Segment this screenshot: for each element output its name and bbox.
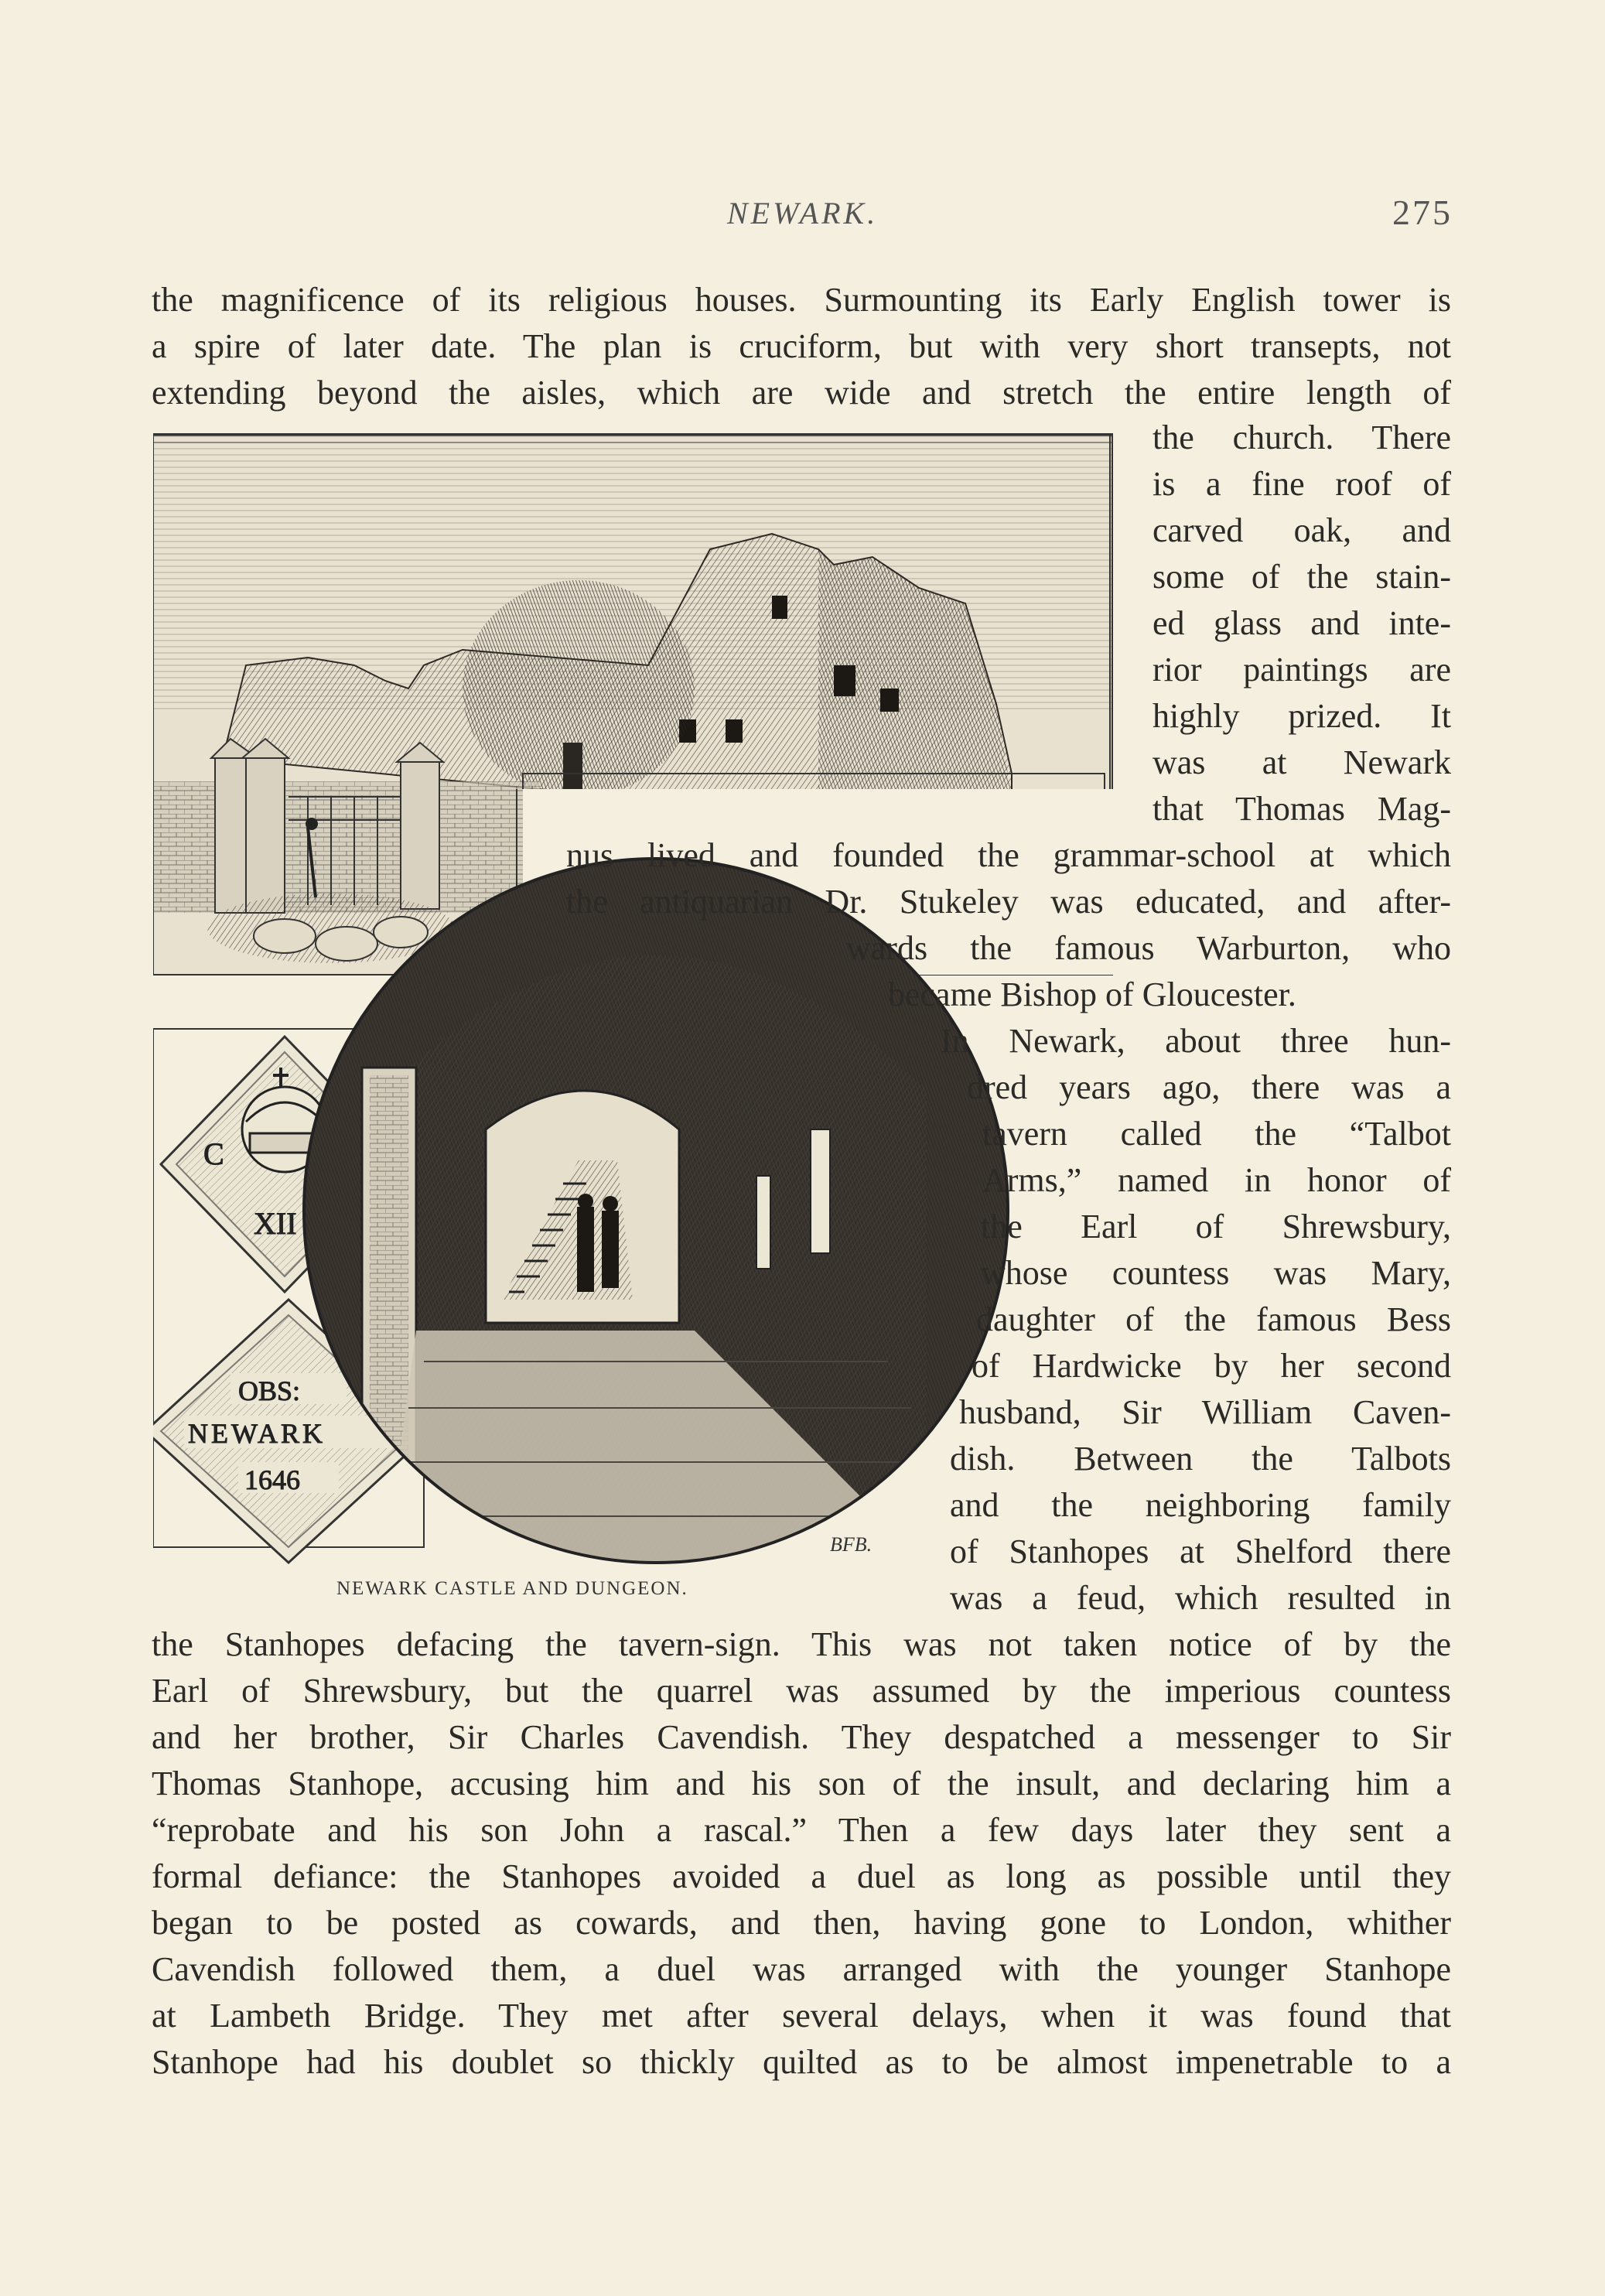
token-newark: NEWARK — [188, 1418, 326, 1449]
text-line: at Lambeth Bridge. They met after several delays, when it was found that — [152, 1997, 1451, 2035]
text-line: wards the famous Warburton, who — [846, 929, 1451, 967]
text-line: Stanhope had his doublet so thickly quilted as to be almost impenetrable to a — [152, 2043, 1451, 2081]
text-line: the Stanhopes defacing the tavern-sign. This was not taken notice of by the — [152, 1625, 1451, 1663]
engraver-signature: BFB. — [830, 1533, 873, 1556]
token-year: 1646 — [244, 1464, 300, 1495]
text-line: of Stanhopes at Shelford there — [950, 1532, 1451, 1570]
text-line: whose countess was Mary, — [981, 1254, 1451, 1292]
text-line: was a feud, which resulted in — [950, 1579, 1451, 1617]
page-header — [0, 195, 1605, 234]
text-line: and the neighboring family — [950, 1486, 1451, 1524]
token-numeral: XII — [254, 1206, 297, 1241]
text-line: and her brother, Sir Charles Cavendish. They despatched a messenger to Sir — [152, 1718, 1451, 1756]
text-line: Arms,” named in honor of — [982, 1161, 1451, 1199]
text-line: daughter of the famous Bess — [976, 1300, 1451, 1338]
text-line: is a fine roof of — [1153, 465, 1451, 503]
text-line: Thomas Stanhope, accusing him and his son of the insult, and declaring him a — [152, 1765, 1451, 1802]
text-line: highly prized. It — [1153, 697, 1451, 735]
text-line: a spire of later date. The plan is cruciform, but with very short transepts, not — [152, 327, 1451, 365]
text-line: carved oak, and — [1153, 511, 1451, 549]
text-line: ed glass and inte- — [1153, 604, 1451, 642]
text-line: the magnificence of its religious houses. Surmounting its Early English tower is — [152, 281, 1451, 319]
text-line: dish. Between the Talbots — [950, 1440, 1451, 1478]
figure-caption: NEWARK CASTLE AND DUNGEON. — [336, 1578, 688, 1599]
text-line: extending beyond the aisles, which are wide and stretch the entire length of — [152, 374, 1451, 412]
text-line: nus lived and founded the grammar-school at which — [566, 836, 1451, 874]
text-line: began to be posted as cowards, and then, having gone to London, whither — [152, 1904, 1451, 1942]
text-line: Cavendish followed them, a duel was arranged with the younger Stanhope — [152, 1950, 1451, 1988]
text-line: Earl of Shrewsbury, but the quarrel was assumed by the imperious countess — [152, 1672, 1451, 1710]
text-line: became Bishop of Gloucester. — [888, 975, 1296, 1013]
text-line: formal defiance: the Stanhopes avoided a duel as long as possible until they — [152, 1857, 1451, 1895]
text-line: dred years ago, there was a — [967, 1068, 1451, 1106]
text-line: rior paintings are — [1153, 651, 1451, 688]
page-number: 275 — [1392, 193, 1453, 232]
token-obs: OBS: — [238, 1375, 301, 1406]
text-line: husband, Sir William Caven- — [959, 1393, 1451, 1431]
text-line: tavern called the “Talbot — [982, 1115, 1451, 1153]
text-line: In Newark, about three hun- — [941, 1022, 1451, 1060]
text-line: of Hardwicke by her second — [972, 1347, 1451, 1385]
text-line: some of the stain- — [1153, 558, 1451, 596]
running-title: NEWARK. — [727, 196, 879, 231]
text-line: the Earl of Shrewsbury, — [981, 1208, 1451, 1245]
token-letter-c: C — [203, 1136, 224, 1171]
text-line: was at Newark — [1153, 743, 1451, 781]
text-line: “reprobate and his son John a rascal.” Then a few days later they sent a — [152, 1811, 1451, 1849]
text-line: the antiquarian Dr. Stukeley was educated, and after- — [566, 883, 1451, 921]
text-line: the church. There — [1153, 419, 1451, 456]
text-line: that Thomas Mag- — [1153, 790, 1451, 828]
